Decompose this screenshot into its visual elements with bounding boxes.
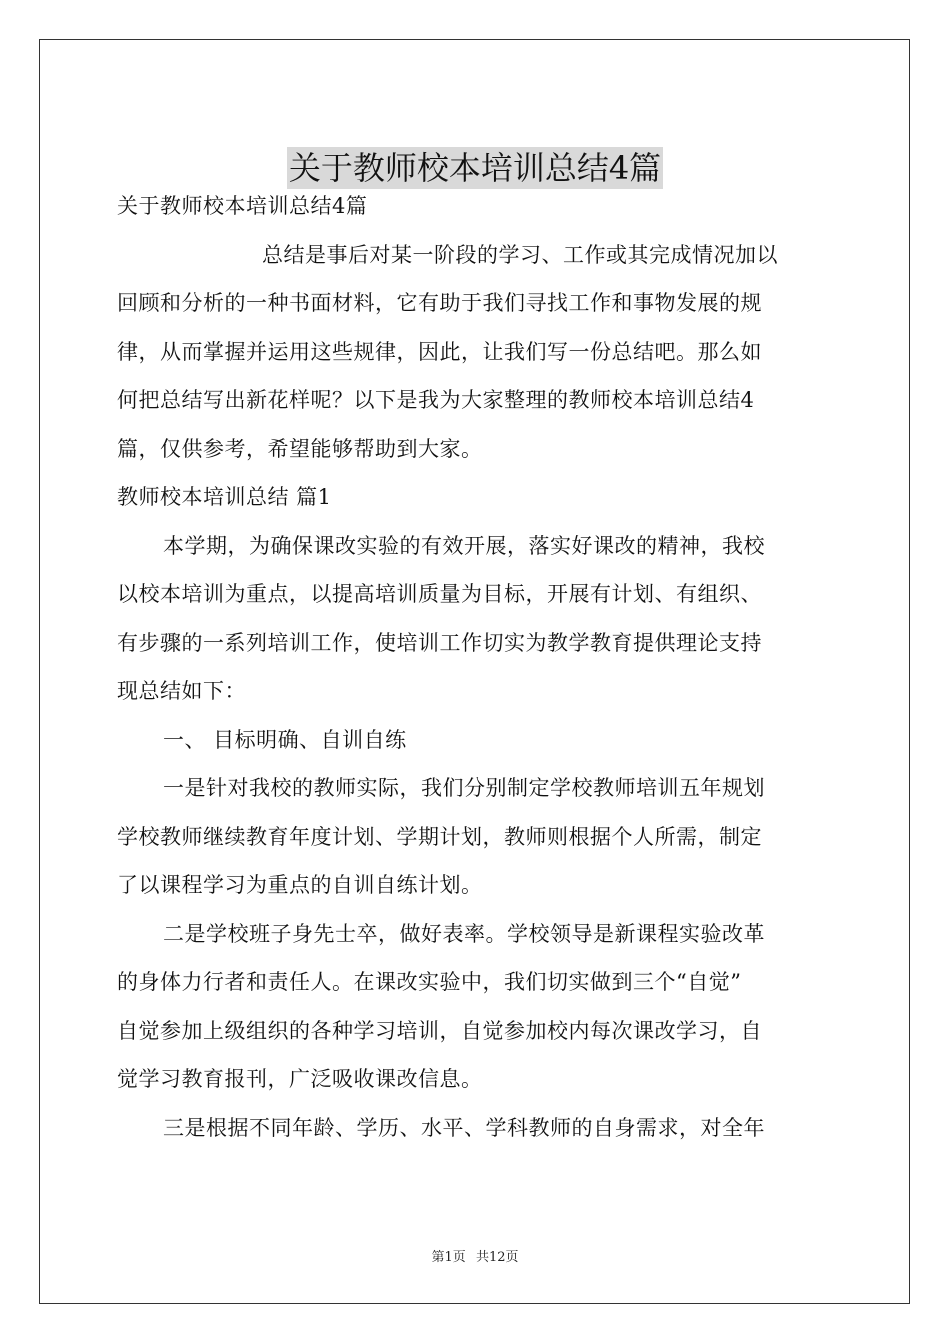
section-heading: 教师校本培训总结 篇1 <box>117 485 332 509</box>
paragraph-line: 了以课程学习为重点的自训自练计划。 <box>117 873 483 897</box>
page-number: 第1页 <box>431 1250 466 1265</box>
page-footer <box>0 1246 950 1265</box>
paragraph-line: 篇，仅供参考，希望能够帮助到大家。 <box>117 436 483 461</box>
subtitle-line: 关于教师校本培训总结4篇 <box>117 194 368 218</box>
paragraph-line: 觉学习教育报刊，广泛吸收课改信息。 <box>117 1067 483 1091</box>
paragraph-line: 回顾和分析的一种书面材料，它有助于我们寻找工作和事物发展的规 <box>117 291 762 315</box>
paragraph-line: 现总结如下： <box>117 679 246 703</box>
document-body <box>117 182 835 1152</box>
document-title: 关于教师校本培训总结4篇 <box>288 149 662 188</box>
paragraph-line: 总结是事后对某一阶段的学习、工作或其完成情况加以 <box>262 242 778 267</box>
paragraph-line: 本学期，为确保课改实验的有效开展，落实好课改的精神，我校 <box>163 533 765 558</box>
paragraph-line: 以校本培训为重点，以提高培训质量为目标，开展有计划、有组织、 <box>117 582 762 606</box>
paragraph-line: 三是根据不同年龄、学历、水平、学科教师的自身需求，对全年 <box>163 1115 765 1140</box>
paragraph-line: 有步骤的一系列培训工作，使培训工作切实为教学教育提供理论支持 <box>117 630 762 655</box>
paragraph-line: 学校教师继续教育年度计划、学期计划，教师则根据个人所需，制定 <box>117 824 762 849</box>
paragraph-line: 自觉参加上级组织的各种学习培训，自觉参加校内每次课改学习，自 <box>117 1018 762 1043</box>
paragraph-line: 一是针对我校的教师实际，我们分别制定学校教师培训五年规划 <box>163 776 765 800</box>
paragraph-line: 二是学校班子身先士卒，做好表率。学校领导是新课程实验改革 <box>163 921 765 946</box>
subsection-heading: 一、 目标明确、自训自练 <box>163 727 407 752</box>
paragraph-line: 的身体力行者和责任人。在课改实验中，我们切实做到三个“自觉” <box>117 970 742 994</box>
paragraph-line: 何把总结写出新花样呢？以下是我为大家整理的教师校本培训总结4 <box>117 388 755 412</box>
page-total: 共12页 <box>475 1250 519 1265</box>
paragraph-line: 律，从而掌握并运用这些规律，因此，让我们写一份总结吧。那么如 <box>117 339 762 364</box>
